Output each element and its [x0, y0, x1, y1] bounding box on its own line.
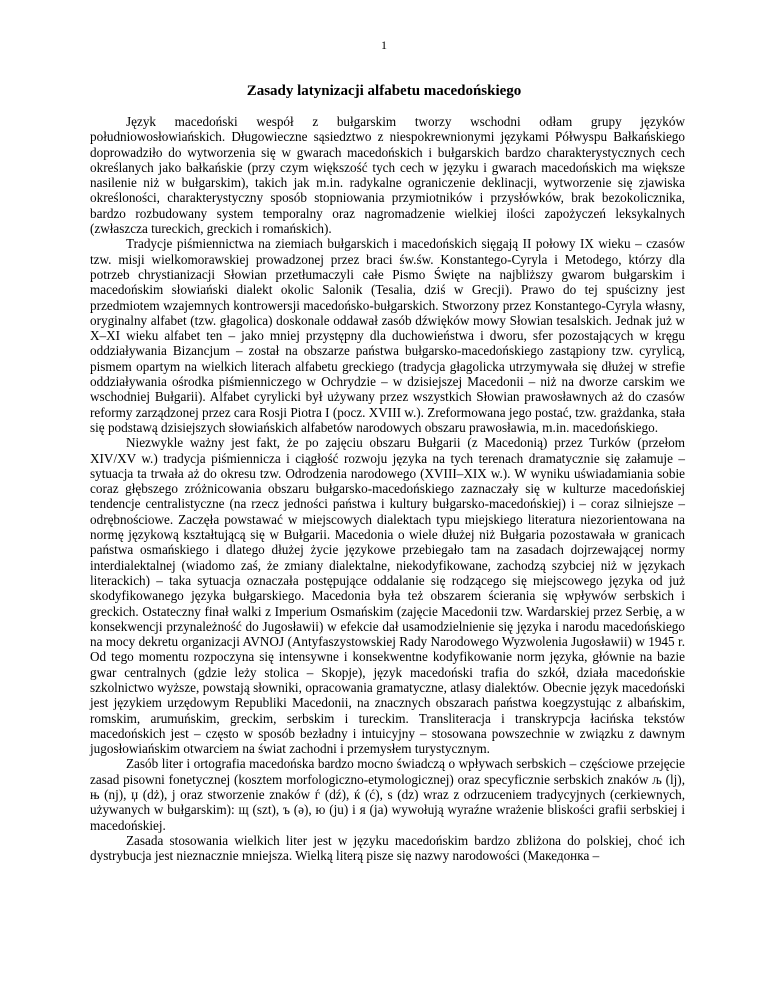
paragraph: Zasób liter i ortografia macedońska bardzo mocno świadczą o wpływach serbskich – częściowe przejęcie zasad pisowni fonetycznej (kosztem morfologiczno-etymologicznej) oraz specyficznie serbskich znaków љ (lj), њ (nj), џ (dż), j oraz stworzenie znaków ѓ (dź), ќ (ć), ѕ (dz) wraz z odrzuceniem tradycyjnych (cerkiewnych, używanych w bułgarskim): щ (szt), ъ (ə), ю (ju) i я (ja) wywołują wyraźne wrażenie bliskości grafii serbskiej i macedońskiej. [90, 756, 685, 833]
document-title: Zasady latynizacji alfabetu macedońskiego [246, 83, 522, 99]
paragraph: Język macedoński wespół z bułgarskim tworzy wschodni odłam grupy języków południowosłowiańskich. Długowieczne sąsiedztwo z niespokrewnionymi językami Półwyspu Bałkańskiego doprowadziło do wytworzenia się w gwarach macedońskich i bułgarskich bardzo charakterystycznych cech określanych jako bałkańskie (przy czym większość tych cech w języku i gwarach macedońskich ma większe nasilenie niż w bułgarskim), takich jak m.in. radykalne ograniczenie deklinacji, wytworzenie się zjawiska określoności, charakterystyczny sposób stopniowania przymiotników i przysłówków, brak bezokolicznika, bardzo rozbudowany system temporalny oraz nagromadzenie wielkiej ilości zapożyczeń leksykalnych (zwłaszcza tureckich, greckich i romańskich). [90, 114, 685, 237]
document-body [90, 114, 685, 864]
paragraph: Zasada stosowania wielkich liter jest w języku macedońskim bardzo zbliżona do polskiej, choć ich dystrybucja jest nieznacznie mniejsza. Wielką literą pisze się nazwy narodowości (Македонка – [90, 832, 685, 864]
paragraph: Tradycje piśmiennictwa na ziemiach bułgarskich i macedońskich sięgają II połowy IX wieku – czasów tzw. misji wielkomorawskiej prowadzonej przez braci św.św. Konstantego-Cyryla i Metodego, którzy dla potrzeb chrystianizacji Słowian przetłumaczyli całe Pismo Święte na najbliższy gwarom bułgarskim i macedońskim słowiański dialekt okolic Salonik (Tesalia, dziś w Grecji). Prawo do tej spuścizny jest przedmiotem wzajemnych kontrowersji macedońsko-bułgarskich. Stworzony przez Konstantego-Cyryla własny, oryginalny alfabet (tzw. głagolica) doskonale oddawał zasób dźwięków mowy Słowian tesalskich. Jednak już w X–XI wieku alfabet ten – jako mniej przystępny dla duchowieństwa i dworu, sfer pozostających w kręgu oddziaływania Bizancjum – został na obszarze państwa bułgarsko-macedońskiego zastąpiony tzw. cyrylicą, pismem opartym na wielkich literach alfabetu greckiego (tradycja głagolicka utrzymywała się dłużej w strefie oddziaływania ośrodka piśmienniczego w Ochrydzie – w dzisiejszej Macedonii – niż na dworze carskim we wschodniej Bułgarii). Alfabet cyrylicki był używany przez wszystkich Słowian prawosławnych aż do czasów reformy zarządzonej przez cara Rosji Piotra I (pocz. XVIII w.). Zreformowana jego postać, tzw. grażdanka, stała się podstawą dzisiejszych słowiańskich alfabetów narodowych obszaru prawosławia, m.in. macedońskiego. [90, 236, 685, 435]
page-number: 1 [381, 38, 387, 52]
paragraph: Niezwykle ważny jest fakt, że po zajęciu obszaru Bułgarii (z Macedonią) przez Turków (przełom XIV/XV w.) tradycja piśmiennicza i ciągłość rozwoju języka na tych terenach dramatycznie się załamuje – sytuacja ta trwała aż do okresu tzw. Odrodzenia narodowego (XVIII–XIX w.). W wyniku uświadamiania sobie coraz głębszego zróżnicowania obszaru bułgarsko-macedońskiego zaznaczały się w kulturze macedońskiej tendencje centralistyczne (na rzecz jedności państwa i kultury bułgarsko-macedońskiej) i – coraz silniejsze – odrębnościowe. Zaczęła powstawać w miejscowych dialektach typu miejskiego literatura niezorientowana na normę językową kształtującą się w Bułgarii. Macedonia o wiele dłużej niż Bułgaria pozostawała w granicach państwa osmańskiego i dlatego dłużej życie językowe przebiegało tam na zasadach dojrzewającej normy interdialektalnej (wiadomo zaś, że zmiany dialektalne, niekodyfikowane, zachodzą szybciej niż w językach literackich) – taka sytuacja oznaczała postępujące oddalanie się rodzącego się miejscowego języka od już skodyfikowanego języka bułgarskiego. Macedonia była też obszarem ścierania się wpływów serbskich i greckich. Ostateczny finał walki z Imperium Osmańskim (zajęcie Macedonii tzw. Wardarskiej przez Serbię, a w konsekwencji przynależność do Jugosławii) w efekcie dał usamodzielnienie się języka i narodu macedońskiego na mocy dekretu organizacji AVNOJ (Antyfaszystowskiej Rady Narodowego Wyzwolenia Jugosławii) w 1945 r. Od tego momentu rozpoczyna się intensywne i konsekwentne kodyfikowanie norm języka, głównie na bazie gwar centralnych (gdzie leży stolica – Skopje), język macedoński trafia do szkół, działa macedońskie szkolnictwo wyższe, powstają słowniki, opracowania gramatyczne, atlasy dialektów. Obecnie język macedoński jest językiem urzędowym Republiki Macedonii, na znacznych obszarach państwa koegzystując z albańskim, romskim, arumuńskim, greckim, serbskim i tureckim. Transliteracja i transkrypcja łacińska tekstów macedońskich jest – często w sposób bezładny i intuicyjny – stosowana powszechnie w związku z dawnym jugosłowiańskim otwarciem na świat zachodni i przemysłem turystycznym. [90, 435, 685, 757]
